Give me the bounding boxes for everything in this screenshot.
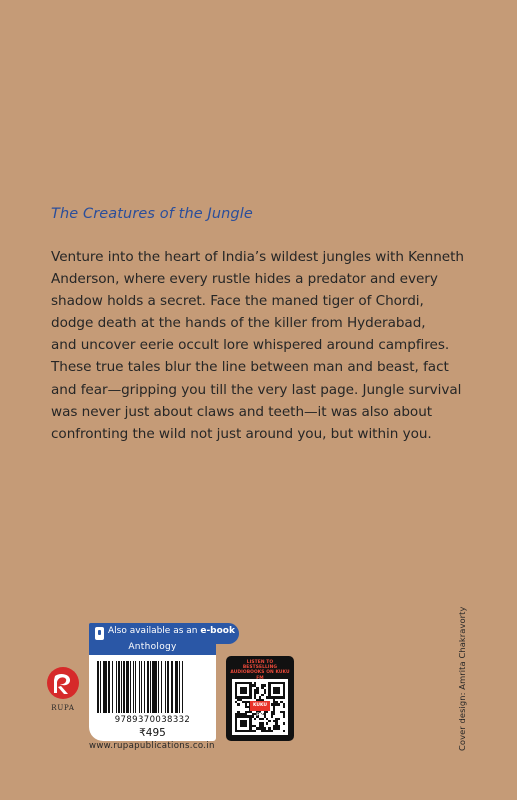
qr-caption: LISTEN TO BESTSELLING AUDIOBOOKS ON KUKU: [230, 660, 290, 676]
qr-module: [283, 730, 285, 732]
blurb-line: and fear—gripping you till the very last page. Jungle survival: [51, 381, 462, 398]
qr-code: [232, 679, 288, 735]
barcode-panel: [89, 655, 216, 741]
kuku-fm-qr-panel: [226, 656, 294, 741]
isbn-barcode: [97, 661, 208, 713]
blurb-line: Anderson, where every rustle hides a predator and every: [51, 271, 438, 288]
ebook-emphasis: e-book: [200, 626, 235, 636]
publisher-website: www.rupapublications.co.in: [89, 741, 215, 751]
blurb-line: and uncover eerie occult lore whispered around campfires.: [51, 337, 450, 354]
blurb-line: Venture into the heart of India’s wildest jungles with Kenneth: [51, 249, 464, 265]
blurb-line: shadow holds a secret. Face the maned tiger of Chordi,: [51, 293, 424, 310]
price: ₹495: [139, 727, 166, 739]
blurb-line: was never just about claws and teeth—it was also about: [51, 403, 433, 420]
blurb-line: confronting the wild not just around you, but within you.: [51, 425, 432, 442]
isbn-number: 9789370038332: [114, 715, 191, 725]
ebook-text: [108, 626, 235, 636]
mobile-phone-icon: [95, 627, 104, 640]
barcode-bar: [183, 661, 184, 713]
blurb: [51, 246, 481, 445]
cover-design-credit: Cover design: Amrita Chakravorty: [457, 606, 467, 751]
rupa-logo-icon: [46, 666, 80, 700]
kuku-fm-logo: KUKU FM: [250, 701, 270, 711]
blurb-line: dodge death at the hands of the killer from Hyderabad,: [51, 315, 426, 332]
category-label: Anthology: [89, 640, 216, 655]
publisher-logo-label: RUPA: [51, 704, 75, 712]
ebook-prefix: Also available as an: [108, 626, 201, 636]
book-title: The Creatures of the Jungle: [51, 206, 253, 222]
blurb-line: These true tales blur the line between man and beast, fact: [51, 359, 449, 376]
